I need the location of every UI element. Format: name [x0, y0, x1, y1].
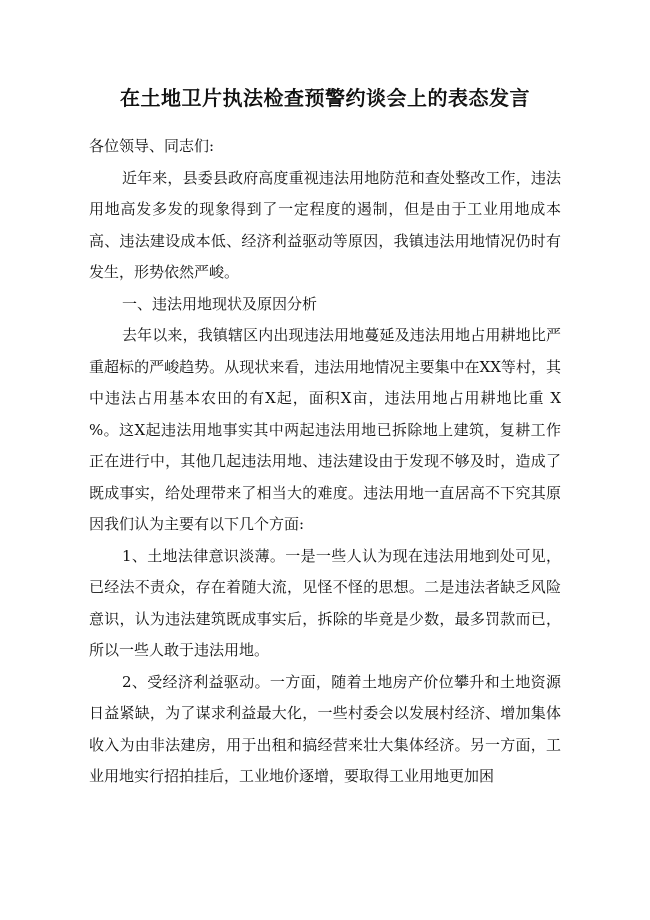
document-body	[89, 131, 561, 793]
paragraph-reason-1: 1、土地法律意识淡薄。一是一些人认为现在违法用地到处可见，已经法不责众，存在着随大流，见怪不怪的思想。二是违法者缺乏风险意识，认为违法建筑既成事实后，拆除的毕竟是少数，最多罚款而已，所以一些人敢于违法用地。	[89, 546, 561, 659]
section-heading-1: 一、违法用地现状及原因分析	[122, 294, 318, 313]
paragraph-reason-2: 2、受经济利益驱动。一方面，随着土地房产价位攀升和土地资源日益紧缺，为了谋求利益最大化，一些村委会以发展村经济、增加集体收入为由非法建房，用于出租和搞经营来壮大集体经济。另一方面，工业用地实行招拍挂后，工业地价逐增，要取得工业用地更加困	[89, 672, 561, 785]
paragraph-status: 去年以来，我镇辖区内出现违法用地蔓延及违法用地占用耕地比严重超标的严峻趋势。从现状来看，违法用地情况主要集中在XX等村，其中违法占用基本农田的有X起，面积X亩，违法用地占用耕地比重 X %。这X起违法用地事实其中两起违法用地已拆除地上建筑，复耕工作正在进行中，其他几起违法用地、违法建设由于发现不够及时，造成了既成事实，给处理带来了相当大的难度。违法用地一直居高不下究其原因我们认为主要有以下几个方面:	[89, 326, 561, 533]
paragraph-intro: 近年来，县委县政府高度重视违法用地防范和查处整改工作，违法用地高发多发的现象得到了一定程度的遏制，但是由于工业用地成本高、违法建设成本低、经济利益驱动等原因，我镇违法用地情况仍时有发生，形势依然严峻。	[89, 168, 561, 281]
salutation: 各位领导、同志们:	[89, 137, 215, 155]
document-title: 在土地卫片执法检查预警约谈会上的表态发言	[120, 86, 530, 110]
